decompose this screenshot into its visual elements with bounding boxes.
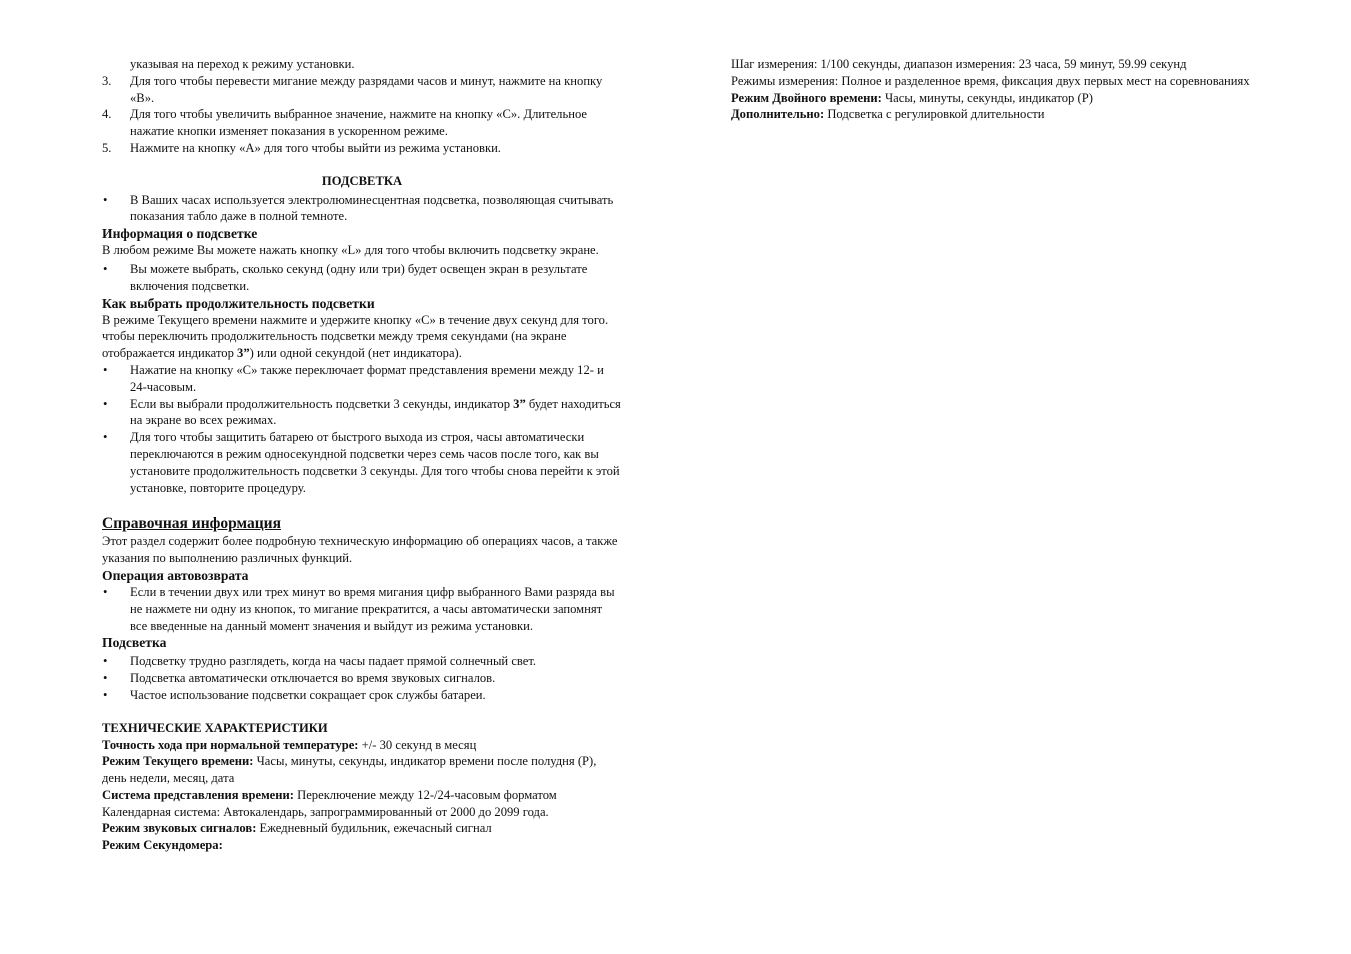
indicator-label: 3” — [513, 396, 526, 411]
list-item — [102, 192, 622, 226]
bullet-icon: • — [103, 584, 108, 599]
left-column — [102, 56, 622, 854]
spec-label: Режим Текущего времени: — [102, 754, 254, 769]
spec-accuracy — [102, 737, 622, 754]
list-item-text: Частое использование подсветки сокращает срок службы батареи. — [130, 687, 486, 702]
bullet-icon: • — [103, 687, 108, 702]
list-item — [102, 670, 622, 687]
reference-text: Этот раздел содержит более подробную техническую информацию об операциях часов, а также указания по выполнению различных функций. — [102, 534, 618, 566]
spec-value: Переключение между 12-/24-часовым форматом — [293, 787, 557, 802]
bullet-icon: • — [103, 362, 108, 377]
spec-dual-time — [731, 90, 1271, 107]
list-item — [102, 261, 622, 295]
indicator-label: 3” — [237, 346, 250, 361]
step-text: Для того чтобы перевести мигание между разрядами часов и минут, нажмите на кнопку «В». — [130, 73, 603, 105]
spec-time-system — [102, 787, 622, 804]
spec-label: Система представления времени: — [102, 787, 294, 802]
spec-label: Дополнительно: — [731, 107, 825, 122]
autoreturn-heading: Операция автовозврата — [102, 567, 249, 583]
bullet-icon: • — [103, 396, 108, 411]
list-item — [102, 687, 622, 704]
bullet-icon: • — [103, 430, 108, 445]
info-heading: Информация о подсветке — [102, 226, 258, 242]
list-item — [102, 429, 622, 496]
duration-text-part: В режиме Текущего времени нажмите и удержите кнопку «С» в течение двух секунд для того. чтобы переключить продолжительность подсветки между тремя секундами (на экране отображается индикатор — [102, 312, 609, 361]
spec-step: Шаг измерения: 1/100 секунды, диапазон измерения: 23 часа, 59 минут, 59.99 секунд — [731, 57, 1187, 71]
numbered-step — [102, 73, 622, 107]
list-item-text: В Ваших часах используется электролюминесцентная подсветка, позволяющая считывать показания табло даже в полной темноте. — [130, 192, 614, 224]
spec-extra — [731, 106, 1271, 123]
list-item — [102, 396, 622, 430]
list-item-text: Вы можете выбрать, сколько секунд (одну или три) будет освещен экран в результате включения подсветки. — [130, 261, 588, 293]
list-item-text: Если в течении двух или трех минут во время мигания цифр выбранного Вами разряда вы не нажмете ни одну из кнопок, то мигание прекратится, а часы автоматически запомнят все введенные на данный момент значения и выйдут из режима установки. — [130, 584, 615, 633]
step-number: 4. — [102, 107, 112, 122]
spec-calendar: Календарная система: Автокалендарь, запрограммированный от 2000 до 2099 года. — [102, 804, 549, 819]
list-item-text-part: Если вы выбрали продолжительность подсветки 3 секунды, индикатор — [130, 396, 514, 411]
spec-label: Режим Двойного времени: — [731, 90, 882, 105]
list-item — [102, 362, 622, 396]
spec-label: Точность хода при нормальной температуре: — [102, 737, 359, 752]
spec-alarm — [102, 820, 622, 837]
duration-text — [102, 312, 622, 362]
bullet-icon: • — [103, 192, 108, 207]
list-item-text: Подсветку трудно разглядеть, когда на часы падает прямой солнечный свет. — [130, 654, 537, 669]
bullet-icon: • — [103, 261, 108, 276]
step-number: 5. — [102, 140, 112, 155]
backlight-heading: Подсветка — [102, 635, 167, 651]
numbered-step — [102, 140, 622, 157]
spec-value: Ежедневный будильник, ежечасный сигнал — [256, 821, 492, 836]
bullet-icon: • — [103, 671, 108, 686]
spec-stopwatch — [102, 837, 622, 854]
list-item-text — [130, 397, 621, 428]
list-item-text: Нажатие на кнопку «С» также переключает формат представления времени между 12- и 24-часовым. — [130, 362, 604, 394]
list-item-text: Подсветка автоматически отключается во время звуковых сигналов. — [130, 671, 496, 686]
list-item — [102, 584, 622, 634]
specs-heading: ТЕХНИЧЕСКИЕ ХАРАКТЕРИСТИКИ — [102, 720, 328, 735]
step-text: Нажмите на кнопку «А» для того чтобы выйти из режима установки. — [130, 140, 501, 155]
list-item-text: Для того чтобы защитить батарею от быстрого выхода из строя, часы автоматически переключаются в режим односекундной подсветки через семь часов после того, как вы установите продолжительность подсветки 3 секунды. Для того чтобы снова перейти к этой установке, повторите процедуру. — [130, 430, 620, 495]
step-text: Для того чтобы увеличить выбранное значение, нажмите на кнопку «С». Длительное нажатие кнопки изменяет показания в ускоренном режиме. — [130, 107, 587, 139]
spec-current-time — [102, 753, 622, 787]
info-text: В любом режиме Вы можете нажать кнопку «L» для того чтобы включить подсветку экране. — [102, 243, 599, 258]
list-item — [102, 653, 622, 670]
spec-label: Режим звуковых сигналов: — [102, 821, 257, 836]
duration-text-part: ) или одной секундой (нет индикатора). — [249, 346, 462, 361]
intro-continuation: указывая на переход к режиму установки. — [130, 57, 355, 71]
spec-value: Часы, минуты, секунды, индикатор (Р) — [881, 90, 1093, 105]
step-number: 3. — [102, 73, 112, 88]
spec-label: Режим Секундомера: — [102, 838, 223, 853]
numbered-step — [102, 106, 622, 140]
spec-value: +/- 30 секунд в месяц — [358, 737, 477, 752]
backlight-section-title: ПОДСВЕТКА — [321, 173, 403, 188]
spec-value: Подсветка с регулировкой длительности — [824, 107, 1045, 122]
right-column — [731, 56, 1271, 123]
list-item-text-part: будет находиться на экране во всех режимах. — [130, 396, 621, 428]
reference-heading: Справочная информация — [102, 515, 281, 533]
spec-modes: Режимы измерения: Полное и разделенное время, фиксация двух первых мест на соревнованиях — [731, 73, 1250, 88]
bullet-icon: • — [103, 654, 108, 669]
spec-value: Часы, минуты, секунды, индикатор времени после полудня (Р), день недели, месяц, дата — [102, 754, 597, 786]
duration-heading: Как выбрать продолжительность подсветки — [102, 295, 375, 311]
